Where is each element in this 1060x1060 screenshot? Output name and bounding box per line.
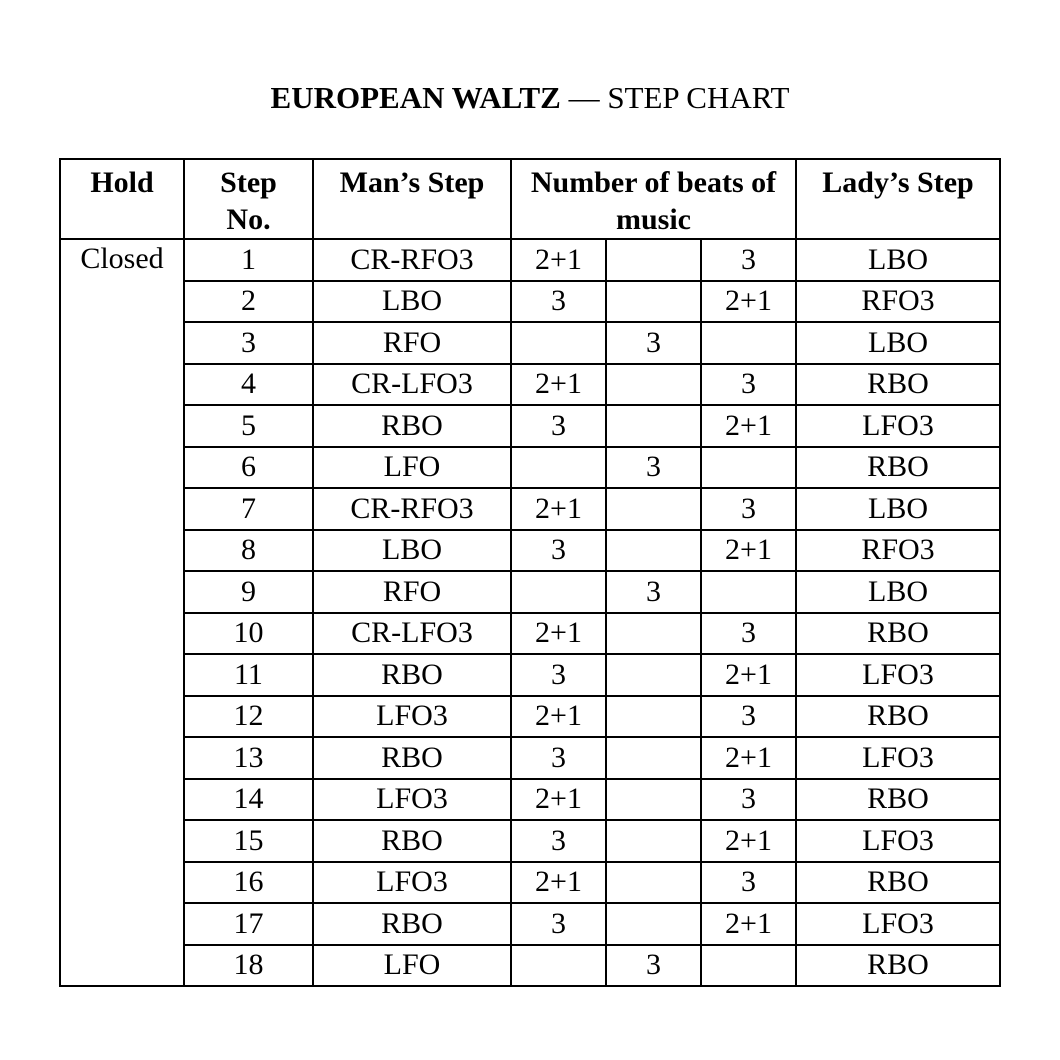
beat-count-cell-1: 2+1 (511, 488, 606, 530)
beat-count-cell-2: 3 (606, 945, 701, 987)
mans-step-cell: LFO (313, 945, 511, 987)
beat-count-cell-2 (606, 654, 701, 696)
beat-count-cell-3 (701, 945, 796, 987)
ladys-step-cell: LFO3 (796, 737, 1000, 779)
beat-count-cell-1: 2+1 (511, 239, 606, 281)
beat-count-cell-2 (606, 364, 701, 406)
table-row (60, 239, 1000, 281)
beat-count-cell-3 (701, 571, 796, 613)
step-number-cell: 8 (184, 530, 313, 572)
ladys-step-cell: RBO (796, 613, 1000, 655)
step-number-cell: 11 (184, 654, 313, 696)
header-beats-line2: music (616, 203, 691, 236)
step-number-cell: 10 (184, 613, 313, 655)
mans-step-cell: LBO (313, 530, 511, 572)
ladys-step-cell: RBO (796, 447, 1000, 489)
beat-count-cell-1: 2+1 (511, 862, 606, 904)
beat-count-cell-3: 3 (701, 779, 796, 821)
ladys-step-cell: RFO3 (796, 281, 1000, 323)
beat-count-cell-3 (701, 322, 796, 364)
ladys-step-cell: RBO (796, 696, 1000, 738)
beat-count-cell-3: 2+1 (701, 405, 796, 447)
beat-count-cell-3: 3 (701, 696, 796, 738)
mans-step-cell: RBO (313, 405, 511, 447)
title-subtitle: — STEP CHART (560, 80, 790, 115)
table-row (60, 405, 1000, 447)
table-row (60, 281, 1000, 323)
step-number-cell: 18 (184, 945, 313, 987)
table-row (60, 364, 1000, 406)
mans-step-cell: CR-RFO3 (313, 239, 511, 281)
beat-count-cell-3: 3 (701, 364, 796, 406)
beat-count-cell-3: 2+1 (701, 654, 796, 696)
mans-step-cell: CR-RFO3 (313, 488, 511, 530)
beat-count-cell-2: 3 (606, 322, 701, 364)
beat-count-cell-1 (511, 322, 606, 364)
step-number-cell: 17 (184, 903, 313, 945)
table-row (60, 903, 1000, 945)
step-number-cell: 12 (184, 696, 313, 738)
beat-count-cell-2 (606, 862, 701, 904)
ladys-step-cell: LFO3 (796, 903, 1000, 945)
mans-step-cell: CR-LFO3 (313, 613, 511, 655)
mans-step-cell: LFO3 (313, 696, 511, 738)
beat-count-cell-3: 2+1 (701, 820, 796, 862)
beat-count-cell-2 (606, 696, 701, 738)
step-number-cell: 15 (184, 820, 313, 862)
beat-count-cell-3: 3 (701, 488, 796, 530)
ladys-step-cell: LFO3 (796, 405, 1000, 447)
ladys-step-cell: LBO (796, 488, 1000, 530)
beat-count-cell-3: 2+1 (701, 737, 796, 779)
beat-count-cell-1: 3 (511, 281, 606, 323)
header-row (60, 159, 1000, 239)
ladys-step-cell: RBO (796, 945, 1000, 987)
mans-step-cell: RBO (313, 737, 511, 779)
beat-count-cell-2 (606, 239, 701, 281)
step-number-cell: 7 (184, 488, 313, 530)
mans-step-cell: RBO (313, 654, 511, 696)
beat-count-cell-3: 2+1 (701, 281, 796, 323)
table-row (60, 945, 1000, 987)
beat-count-cell-2 (606, 281, 701, 323)
beat-count-cell-2: 3 (606, 571, 701, 613)
beat-count-cell-2 (606, 613, 701, 655)
table-row (60, 737, 1000, 779)
ladys-step-cell: LBO (796, 239, 1000, 281)
header-mans-step: Man’s Step (313, 159, 511, 239)
header-step-no-line1: Step (220, 166, 277, 199)
ladys-step-cell: LBO (796, 571, 1000, 613)
step-number-cell: 1 (184, 239, 313, 281)
table-row (60, 613, 1000, 655)
beat-count-cell-1: 3 (511, 903, 606, 945)
header-step-no-line2: No. (226, 203, 271, 236)
beat-count-cell-3 (701, 447, 796, 489)
beat-count-cell-3: 3 (701, 862, 796, 904)
beat-count-cell-2 (606, 903, 701, 945)
ladys-step-cell: RFO3 (796, 530, 1000, 572)
header-step-no (184, 159, 313, 239)
beat-count-cell-2 (606, 737, 701, 779)
beat-count-cell-3: 3 (701, 239, 796, 281)
beat-count-cell-1: 2+1 (511, 364, 606, 406)
mans-step-cell: RFO (313, 322, 511, 364)
beat-count-cell-1 (511, 571, 606, 613)
beat-count-cell-1: 3 (511, 530, 606, 572)
beat-count-cell-1: 2+1 (511, 696, 606, 738)
beat-count-cell-2 (606, 488, 701, 530)
ladys-step-cell: RBO (796, 364, 1000, 406)
header-beats-line1: Number of beats of (530, 166, 777, 199)
step-number-cell: 2 (184, 281, 313, 323)
title-main: EUROPEAN WALTZ (270, 80, 561, 115)
beat-count-cell-1: 2+1 (511, 613, 606, 655)
beat-count-cell-2 (606, 820, 701, 862)
beat-count-cell-2 (606, 530, 701, 572)
step-number-cell: 6 (184, 447, 313, 489)
step-number-cell: 16 (184, 862, 313, 904)
beat-count-cell-2 (606, 405, 701, 447)
beat-count-cell-1: 2+1 (511, 779, 606, 821)
step-chart-table (59, 158, 1001, 987)
header-hold: Hold (60, 159, 184, 239)
mans-step-cell: LBO (313, 281, 511, 323)
mans-step-cell: LFO (313, 447, 511, 489)
mans-step-cell: RBO (313, 820, 511, 862)
table-row (60, 820, 1000, 862)
table-row (60, 447, 1000, 489)
beat-count-cell-1 (511, 945, 606, 987)
table-row (60, 779, 1000, 821)
header-ladys-step: Lady’s Step (796, 159, 1000, 239)
table-row (60, 530, 1000, 572)
beat-count-cell-3: 2+1 (701, 903, 796, 945)
mans-step-cell: LFO3 (313, 779, 511, 821)
step-number-cell: 13 (184, 737, 313, 779)
page-title (0, 78, 1060, 118)
beat-count-cell-1: 3 (511, 654, 606, 696)
beat-count-cell-3: 3 (701, 613, 796, 655)
table-row (60, 654, 1000, 696)
step-number-cell: 5 (184, 405, 313, 447)
beat-count-cell-1: 3 (511, 737, 606, 779)
mans-step-cell: RBO (313, 903, 511, 945)
table-row (60, 571, 1000, 613)
step-number-cell: 14 (184, 779, 313, 821)
beat-count-cell-1: 3 (511, 820, 606, 862)
step-number-cell: 3 (184, 322, 313, 364)
beat-count-cell-3: 2+1 (701, 530, 796, 572)
hold-cell: Closed (60, 239, 184, 986)
ladys-step-cell: LFO3 (796, 654, 1000, 696)
beat-count-cell-1: 3 (511, 405, 606, 447)
beat-count-cell-2 (606, 779, 701, 821)
beat-count-cell-2: 3 (606, 447, 701, 489)
beat-count-cell-1 (511, 447, 606, 489)
header-beats (511, 159, 796, 239)
table-row (60, 696, 1000, 738)
table-row (60, 322, 1000, 364)
mans-step-cell: CR-LFO3 (313, 364, 511, 406)
ladys-step-cell: LBO (796, 322, 1000, 364)
table-body (60, 239, 1000, 986)
step-number-cell: 4 (184, 364, 313, 406)
ladys-step-cell: LFO3 (796, 820, 1000, 862)
step-number-cell: 9 (184, 571, 313, 613)
mans-step-cell: LFO3 (313, 862, 511, 904)
ladys-step-cell: RBO (796, 862, 1000, 904)
mans-step-cell: RFO (313, 571, 511, 613)
table-row (60, 862, 1000, 904)
table-row (60, 488, 1000, 530)
ladys-step-cell: RBO (796, 779, 1000, 821)
